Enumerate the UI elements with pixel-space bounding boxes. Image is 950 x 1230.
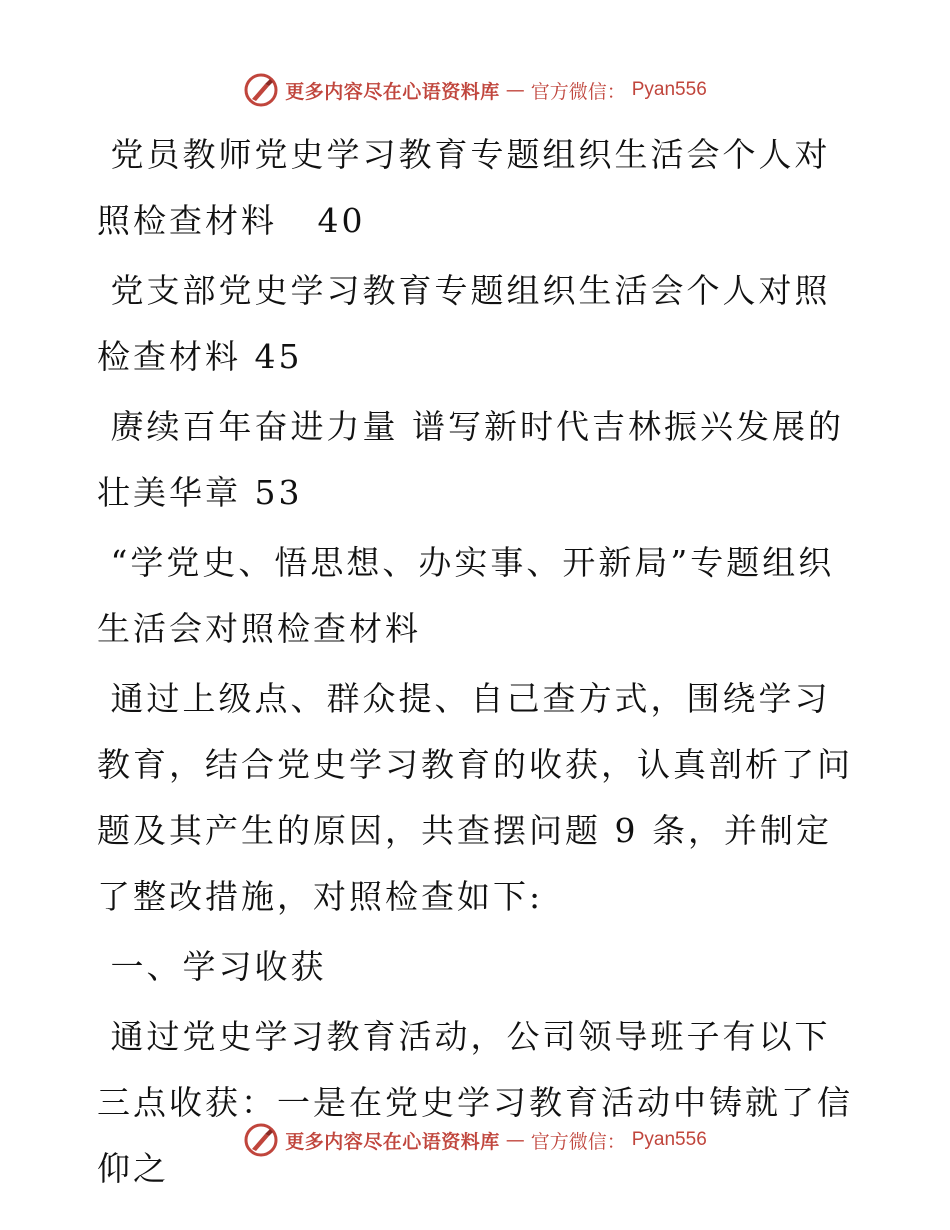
paragraph-3: 赓续百年奋进力量 谱写新时代吉林振兴发展的壮美华章 53 [97, 407, 844, 512]
header-watermark [0, 70, 950, 110]
document-body [97, 122, 857, 1206]
footer-separator: — [505, 1129, 525, 1151]
paragraph-1: 党员教师党史学习教育专题组织生活会个人对照检查材料 40 [97, 135, 831, 240]
footer-wechat-label: 官方微信： [530, 1130, 626, 1153]
paragraph-5: 通过上级点、群众提、自己查方式，围绕学习教育，结合党史学习教育的收获，认真剖析了问题及其产生的原因，共查摆问题 9 条，并制定了整改措施，对照检查如下: [97, 679, 853, 916]
paragraph-4: “学党史、悟思想、办实事、开新局”专题组织生活会对照检查材料 [97, 543, 835, 648]
paragraph-6: 通过党史学习教育活动，公司领导班子有以下三点收获：一是在党史学习教育活动中铸就了信仰之 [97, 1017, 853, 1188]
header-wechat-id: Pyan556 [631, 79, 707, 100]
section-heading: 一、学习收获 [97, 947, 327, 986]
pen-logo-icon [243, 1122, 279, 1158]
pen-logo-icon [243, 72, 279, 108]
header-separator: — [505, 79, 525, 101]
header-site-name: 更多内容尽在心语资料库 [285, 80, 500, 103]
footer-watermark [0, 1120, 950, 1160]
footer-site-name: 更多内容尽在心语资料库 [285, 1130, 500, 1153]
footer-wechat-id: Pyan556 [631, 1129, 707, 1150]
header-wechat-label: 官方微信： [530, 80, 626, 103]
paragraph-2: 党支部党史学习教育专题组织生活会个人对照检查材料 45 [97, 271, 831, 376]
